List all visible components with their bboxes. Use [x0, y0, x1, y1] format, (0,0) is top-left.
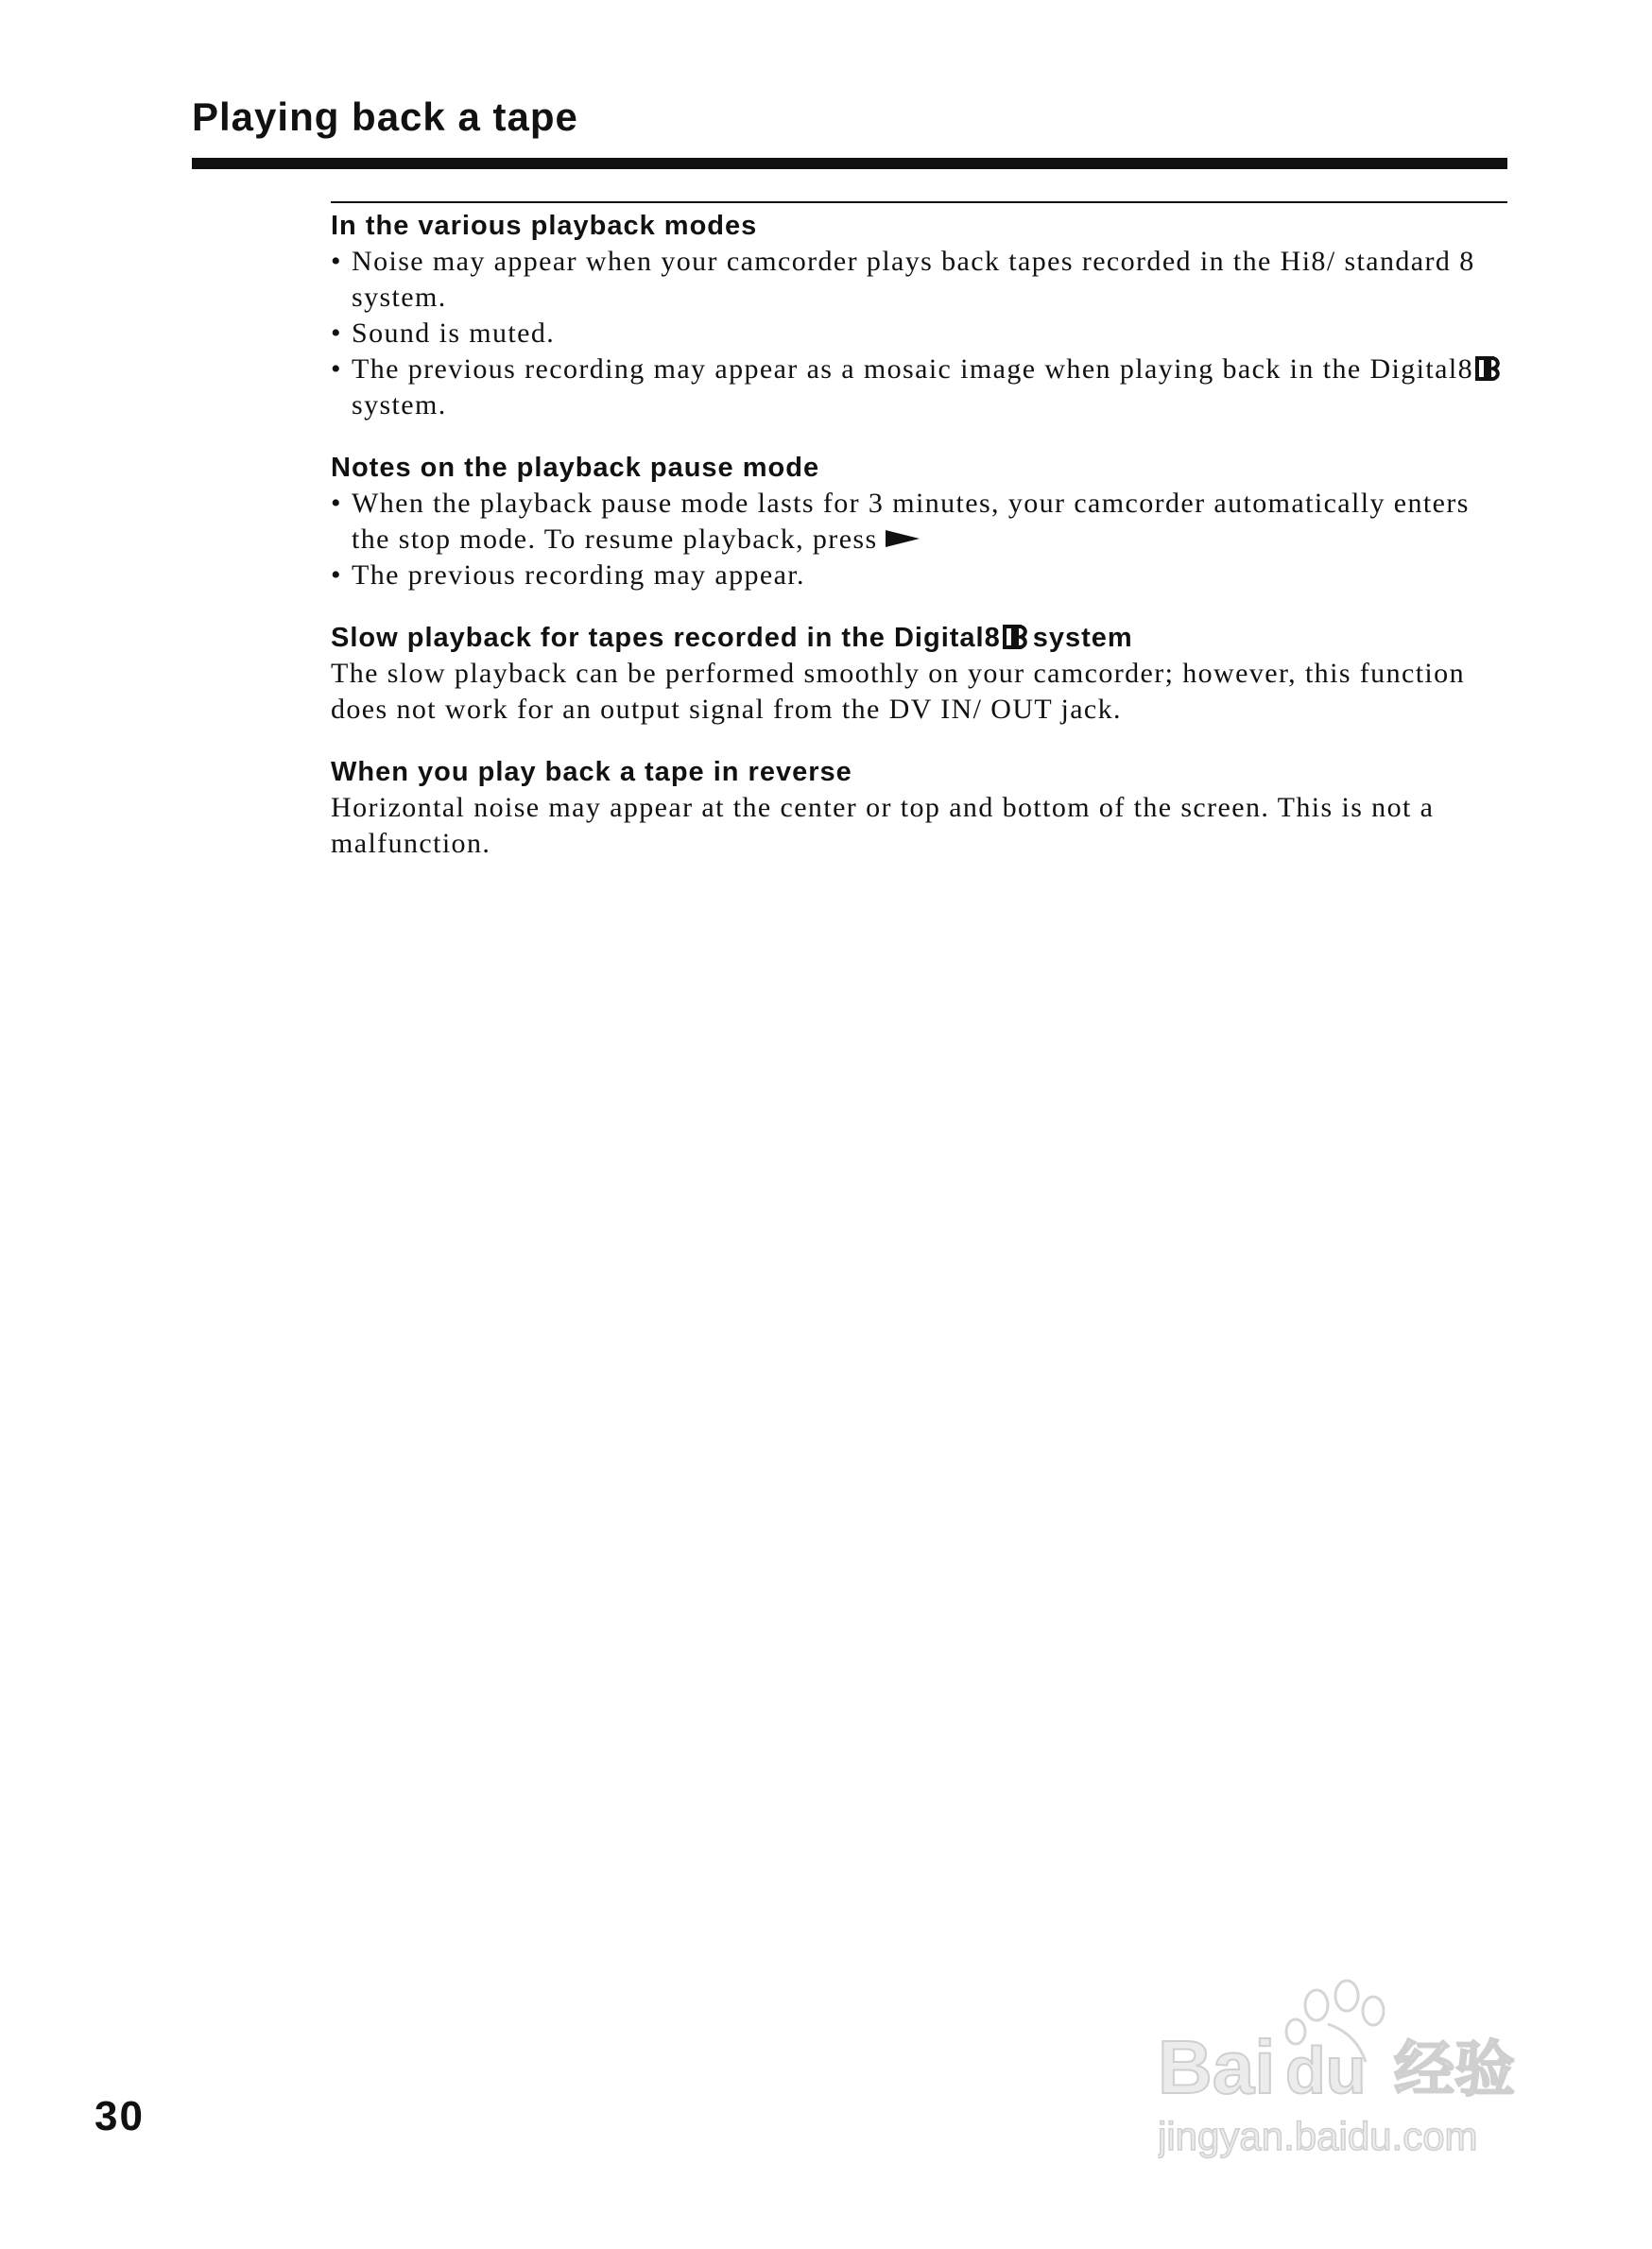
digital8-logo-icon [1003, 625, 1029, 649]
page-title: Playing back a tape [192, 94, 578, 139]
digital8-logo-icon [1475, 356, 1502, 381]
section-heading [331, 620, 1507, 656]
list-item: • Noise may appear when your camcorder plays back tapes recorded in the Hi8/ standard 8 system. [331, 246, 1475, 313]
section-heading: In the various playback modes [331, 211, 758, 241]
section-body: The slow playback can be performed smoothly on your camcorder; however, this function does not work for an output signal from the DV IN/ OUT jack. [331, 658, 1465, 725]
play-icon [884, 528, 921, 549]
section-reverse-playback [331, 754, 1507, 862]
section-various-playback-modes [331, 208, 1507, 423]
section-heading-text-end: system [1032, 623, 1133, 653]
section-body: Horizontal noise may appear at the center or top and bottom of the screen. This is not a malfunction. [331, 792, 1435, 859]
section-slow-playback [331, 620, 1507, 728]
section-playback-pause [331, 450, 1507, 593]
section-heading: Notes on the playback pause mode [331, 453, 820, 483]
list-item-text: The previous recording may appear as a mosaic image when playing back in the Digital8 [352, 353, 1473, 385]
list-item-text-end: system. [352, 389, 447, 421]
list-item-text: Sound is muted. [352, 318, 556, 349]
watermark-logo-text: Bai [1158, 2025, 1276, 2109]
list-item: • Sound is muted. [331, 318, 556, 349]
page-number: 30 [95, 2093, 145, 2139]
section-rule [331, 201, 1507, 203]
baidu-watermark-logo [1158, 1975, 1555, 2164]
title-rule [192, 158, 1507, 169]
list-item: • The previous recording may appear. [331, 559, 805, 591]
svg-text:经验: 经验 [1394, 2035, 1515, 2103]
list-item-text: When the playback pause mode lasts for 3 minutes, your camcorder automatically enters the stop mode. To resume playback, press [352, 488, 1470, 555]
svg-text:du: du [1285, 2034, 1367, 2107]
list-item: • When the playback pause mode lasts for 3 minutes, your camcorder automatically enters the stop mode. To resume playback, press [331, 488, 1470, 555]
section-heading: When you play back a tape in reverse [331, 757, 852, 787]
list-item-text: Noise may appear when your camcorder plays back tapes recorded in the Hi8/ standard 8 system. [352, 246, 1475, 313]
watermark-url-text: jingyan.baidu.com [1158, 2114, 1478, 2158]
list-item: • The previous recording may appear as a mosaic image when playing back in the Digital8system. [331, 352, 1507, 423]
list-item-text: The previous recording may appear. [352, 559, 805, 591]
main-content [331, 208, 1507, 862]
bullet-list [331, 486, 1507, 593]
bullet-list [331, 244, 1507, 423]
section-heading-text: Slow playback for tapes recorded in the Digital8 [331, 623, 1001, 653]
